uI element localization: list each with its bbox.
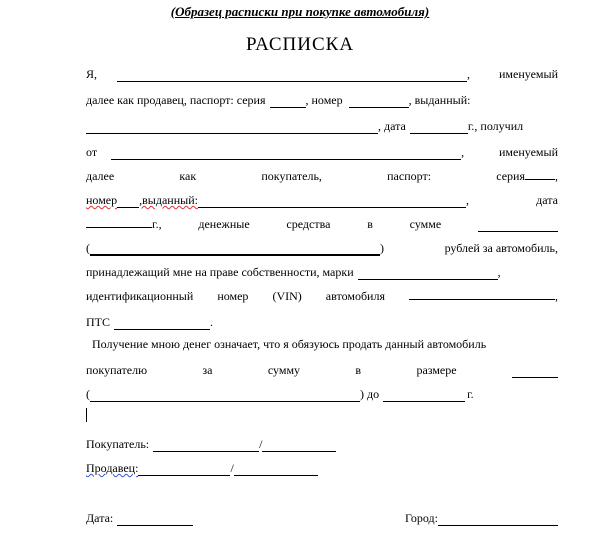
buyer-signature-field[interactable] xyxy=(153,440,259,452)
seller-passport-series-field[interactable] xyxy=(270,96,306,108)
vin-line: идентификационный номер (VIN) автомобиля , xyxy=(86,289,558,303)
buyer-name-field[interactable] xyxy=(111,148,461,160)
document-title: РАСПИСКА xyxy=(245,34,355,55)
pts-line: ПТС . xyxy=(86,315,213,329)
seller-issued-line: , дата г., получил xyxy=(86,118,558,134)
seller-name-line: Я, , именуемый xyxy=(86,67,558,81)
date-field[interactable] xyxy=(117,514,193,526)
buyer-signature-line: Покупатель: / xyxy=(86,436,558,452)
amount-digits-field[interactable] xyxy=(478,220,558,232)
amount-words-field[interactable] xyxy=(90,243,380,256)
buyer-number-line: номер ,выданный: , дата xyxy=(86,193,558,207)
buyer-name-line: от , именуемый xyxy=(86,145,558,159)
seller-passport-line: далее как продавец, паспорт: серия , номер , выданный: xyxy=(86,93,471,107)
buyer-printed-name-field[interactable] xyxy=(262,440,336,452)
sale-deadline-date-field[interactable] xyxy=(383,390,465,402)
seller-issued-by-field[interactable] xyxy=(86,122,378,134)
pts-field[interactable] xyxy=(114,318,210,330)
text-cursor xyxy=(86,408,87,422)
sale-amount-line: покупателю за сумму в размере xyxy=(86,362,558,378)
sale-amount-words-field[interactable] xyxy=(90,390,360,402)
obligation-line: Получение мною денег означает, что я обязуюсь продать данный автомобиль xyxy=(92,337,487,351)
buyer-issued-by-field[interactable] xyxy=(198,196,466,208)
sale-amount-digits-field[interactable] xyxy=(512,366,558,378)
sale-deadline-line: ( ) до г. xyxy=(86,387,474,401)
seller-signature-field[interactable] xyxy=(138,464,230,476)
amount-line: г., денежные средства в сумме xyxy=(86,216,558,232)
amount-words-line: ( ) рублей за автомобиль, xyxy=(86,241,558,255)
vin-field[interactable] xyxy=(409,288,555,300)
buyer-passport-series-field[interactable] xyxy=(525,168,555,180)
car-brand-line: принадлежащий мне на праве собственности, марки , xyxy=(86,265,501,279)
buyer-passport-line: далее как покупатель, паспорт: серия , xyxy=(86,169,558,183)
city-field[interactable] xyxy=(438,514,558,526)
seller-printed-name-field[interactable] xyxy=(234,464,318,476)
footer-line: Дата: Город: xyxy=(86,510,558,526)
seller-name-field[interactable] xyxy=(117,70,467,82)
buyer-passport-number-field[interactable] xyxy=(117,196,139,208)
seller-passport-number-field[interactable] xyxy=(349,96,409,108)
buyer-issue-date-field[interactable] xyxy=(86,216,152,228)
car-brand-field[interactable] xyxy=(358,268,498,280)
sample-note: (Образец расписки при покупке автомобиля) xyxy=(170,4,430,19)
seller-issue-date-field[interactable] xyxy=(410,122,468,134)
seller-signature-line: Продавец: / xyxy=(86,460,558,476)
